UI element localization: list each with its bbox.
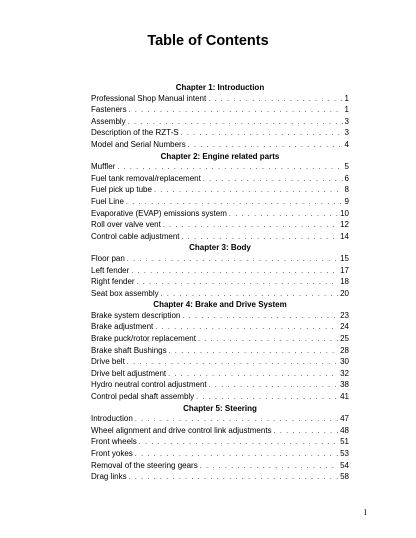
chapter-heading: Chapter 1: Introduction bbox=[175, 83, 265, 92]
toc-entry-title: Control cable adjustment bbox=[91, 231, 180, 241]
toc-entry-title: Fasteners bbox=[91, 105, 127, 115]
toc-entry[interactable] bbox=[91, 174, 349, 186]
dot-leader bbox=[203, 175, 343, 186]
toc-entry-title: Floor pan bbox=[91, 253, 125, 263]
toc-entry[interactable] bbox=[91, 392, 349, 404]
toc-entry-page: 17 bbox=[340, 265, 349, 275]
toc-entry[interactable] bbox=[91, 117, 349, 129]
toc-entry-title: Professional Shop Manual intent bbox=[91, 93, 207, 103]
toc-entry-page: 28 bbox=[340, 345, 349, 355]
dot-leader bbox=[135, 415, 338, 426]
toc-entry-page: 58 bbox=[340, 472, 349, 482]
dot-leader bbox=[128, 118, 343, 129]
toc-entry[interactable] bbox=[91, 449, 349, 461]
toc-entry-title: Model and Serial Numbers bbox=[91, 139, 186, 149]
toc-entry[interactable] bbox=[91, 209, 349, 221]
toc-entry-page: 6 bbox=[344, 173, 349, 183]
toc-entry-title: Drive belt adjustment bbox=[91, 368, 167, 378]
toc-entry-page: 5 bbox=[344, 162, 349, 172]
toc-entry[interactable] bbox=[91, 322, 349, 334]
toc-entry-page: 20 bbox=[340, 288, 349, 298]
toc-entry-page: 18 bbox=[340, 277, 349, 287]
toc-entry-page: 48 bbox=[340, 425, 349, 435]
toc-entry-page: 12 bbox=[340, 220, 349, 230]
toc-entry-title: Control pedal shaft assembly bbox=[91, 392, 195, 402]
chapter-heading: Chapter 4: Brake and Drive System bbox=[153, 300, 287, 310]
toc-entry-title: Muffler bbox=[91, 162, 116, 172]
dot-leader bbox=[163, 221, 338, 232]
dot-leader bbox=[198, 335, 338, 346]
page-title: Table of Contents bbox=[147, 33, 269, 49]
toc-entry-title: Seat box assembly bbox=[91, 288, 159, 298]
toc-entry-page: 3 bbox=[344, 116, 349, 126]
toc-entry[interactable] bbox=[91, 140, 349, 152]
toc-entry[interactable] bbox=[91, 334, 349, 346]
toc-entry-page: 38 bbox=[340, 380, 349, 390]
toc-entry-page: 24 bbox=[340, 322, 349, 332]
toc-entry-page: 8 bbox=[344, 185, 349, 195]
toc-entry-title: Drive belt bbox=[91, 357, 125, 367]
toc-entry-title: Right fender bbox=[91, 277, 135, 287]
toc-entry-page: 23 bbox=[340, 310, 349, 320]
dot-leader bbox=[229, 210, 338, 221]
toc-entry[interactable] bbox=[91, 369, 349, 381]
dot-leader bbox=[127, 358, 338, 369]
toc-entry-page: 4 bbox=[344, 139, 349, 149]
toc-entry-title: Front wheels bbox=[91, 437, 137, 447]
dot-leader bbox=[154, 186, 343, 197]
toc-entry-page: 14 bbox=[340, 231, 349, 241]
dot-leader bbox=[196, 393, 338, 404]
toc-entry-title: Fuel tank removal/replacement bbox=[91, 173, 201, 183]
toc-entry-title: Brake system description bbox=[91, 310, 181, 320]
dot-leader bbox=[161, 290, 339, 301]
toc-entry-title: Brake shaft Bushings bbox=[91, 345, 167, 355]
toc-entry-page: 30 bbox=[340, 357, 349, 367]
toc-entry-title: Description of the RZT-S bbox=[91, 128, 179, 138]
toc-entry-page: 41 bbox=[340, 392, 349, 402]
dot-leader bbox=[168, 370, 338, 381]
toc-entry-title: Fuel Line bbox=[91, 196, 124, 206]
dot-leader bbox=[200, 462, 338, 473]
toc-entry[interactable] bbox=[91, 162, 349, 174]
toc-entry-title: Wheel alignment and drive control link adjustments bbox=[91, 425, 272, 435]
toc-entry-page: 9 bbox=[344, 196, 349, 206]
dot-leader bbox=[137, 278, 339, 289]
toc-entry[interactable] bbox=[91, 461, 349, 473]
dot-leader bbox=[129, 473, 339, 484]
toc-entry[interactable] bbox=[91, 232, 349, 244]
toc-entry-title: Removal of the steering gears bbox=[91, 460, 198, 470]
toc-entry-page: 47 bbox=[340, 414, 349, 424]
dot-leader bbox=[131, 267, 338, 278]
toc-entry-title: Brake puck/rotor replacement bbox=[91, 334, 196, 344]
toc-entry[interactable] bbox=[91, 277, 349, 289]
dot-leader bbox=[182, 233, 339, 244]
toc-entry[interactable] bbox=[91, 185, 349, 197]
toc-entry[interactable] bbox=[91, 197, 349, 209]
dot-leader bbox=[139, 438, 338, 449]
dot-leader bbox=[169, 347, 338, 358]
toc-entry[interactable] bbox=[91, 128, 349, 140]
toc-entry[interactable] bbox=[91, 311, 349, 323]
dot-leader bbox=[274, 427, 339, 438]
toc-entry-title: Brake adjustment bbox=[91, 322, 154, 332]
toc-entry[interactable] bbox=[91, 289, 349, 301]
toc-entry-page: 51 bbox=[340, 437, 349, 447]
toc-entry[interactable] bbox=[91, 254, 349, 266]
toc-entry[interactable] bbox=[91, 357, 349, 369]
toc-entry-page: 3 bbox=[344, 128, 349, 138]
toc-entry[interactable] bbox=[91, 346, 349, 358]
toc-entry-title: Hydro neutral control adjustment bbox=[91, 380, 207, 390]
toc-entry-title: Introduction bbox=[91, 414, 133, 424]
dot-leader bbox=[188, 141, 343, 152]
toc-entry[interactable] bbox=[91, 472, 349, 484]
dot-leader bbox=[208, 95, 342, 106]
dot-leader bbox=[126, 198, 343, 209]
toc-entry-page: 53 bbox=[340, 449, 349, 458]
toc-entry-title: Left fender bbox=[91, 265, 130, 275]
toc-entry[interactable] bbox=[91, 426, 349, 438]
toc-entry[interactable] bbox=[91, 380, 349, 392]
chapter-heading: Chapter 5: Steering bbox=[183, 403, 257, 413]
toc-entry-page: 32 bbox=[340, 368, 349, 378]
dot-leader bbox=[117, 163, 342, 174]
dot-leader bbox=[209, 381, 338, 392]
toc-entry-page: 15 bbox=[340, 253, 349, 263]
toc-entry[interactable] bbox=[91, 266, 349, 278]
dot-leader bbox=[155, 323, 338, 334]
dot-leader bbox=[135, 450, 338, 461]
page-number: I bbox=[364, 508, 367, 517]
dot-leader bbox=[129, 106, 343, 117]
table-of-contents bbox=[91, 83, 349, 484]
toc-entry-page: 25 bbox=[340, 334, 349, 344]
toc-entry-page: 1 bbox=[344, 105, 349, 115]
toc-entry[interactable] bbox=[91, 220, 349, 232]
toc-entry-title: Roll over valve vent bbox=[91, 220, 161, 230]
toc-entry-title: Drag links bbox=[91, 472, 127, 482]
toc-entry-title: Front yokes bbox=[91, 449, 133, 458]
dot-leader bbox=[127, 255, 338, 266]
chapter-heading: Chapter 2: Engine related parts bbox=[160, 151, 280, 161]
toc-entry[interactable] bbox=[91, 437, 349, 449]
toc-entry-title: Assembly bbox=[91, 116, 126, 126]
dot-leader bbox=[182, 312, 338, 323]
toc-entry-page: 54 bbox=[340, 460, 349, 470]
toc-entry[interactable] bbox=[91, 105, 349, 117]
toc-entry-page: 10 bbox=[340, 208, 349, 218]
toc-entry-title: Fuel pick up tube bbox=[91, 185, 152, 195]
dot-leader bbox=[181, 129, 343, 140]
toc-entry-page: 1 bbox=[344, 93, 349, 103]
toc-entry[interactable] bbox=[91, 414, 349, 426]
toc-entry[interactable] bbox=[91, 94, 349, 106]
chapter-heading: Chapter 3: Body bbox=[189, 243, 251, 253]
toc-entry-title: Evaporative (EVAP) emissions system bbox=[91, 208, 227, 218]
